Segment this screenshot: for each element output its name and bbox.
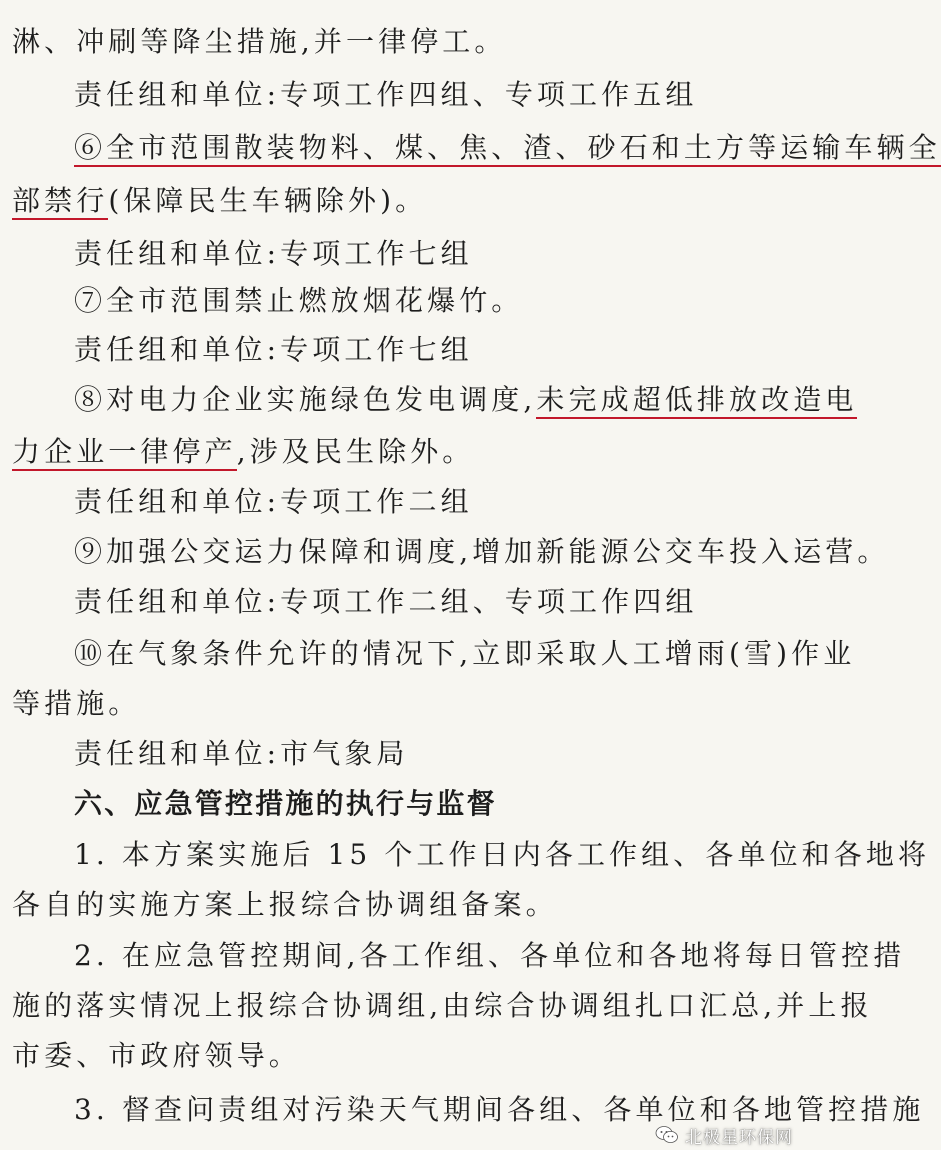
responsibility-line: 责任组和单位:专项工作四组、专项工作五组 (74, 78, 698, 111)
measure-10-line: ⑩在气象条件允许的情况下,立即采取人工增雨(雪)作业 (74, 637, 856, 670)
measure-9-line: ⑨加强公交运力保障和调度,增加新能源公交车投入运营。 (74, 535, 890, 568)
paragraph-1-line: 1. 本方案实施后 15 个工作日内各工作组、各单位和各地将 (74, 838, 931, 871)
underlined-text: ⑥全市范围散装物料、煤、焦、渣、砂石和土方等运输车辆全 (74, 131, 941, 167)
paragraph-1-continuation: 各自的实施方案上报综合协调组备案。 (12, 888, 558, 921)
measure-10-continuation: 等措施。 (12, 687, 141, 720)
responsibility-line: 责任组和单位:市气象局 (74, 737, 409, 770)
measure-8-continuation: 力企业一律停产,涉及民生除外。 (12, 432, 474, 472)
responsibility-line: 责任组和单位:专项工作二组、专项工作四组 (74, 585, 698, 618)
watermark (655, 1120, 793, 1150)
responsibility-line: 责任组和单位:专项工作七组 (74, 237, 473, 270)
underlined-text: 未完成超低排放改造电 (536, 383, 857, 419)
wechat-icon (655, 1125, 679, 1145)
measure-7-line: ⑦全市范围禁止燃放烟花爆竹。 (74, 284, 524, 317)
watermark-label: 北极星环保网 (685, 1127, 793, 1148)
responsibility-line: 责任组和单位:专项工作二组 (74, 485, 473, 518)
text-line: 淋、冲刷等降尘措施,并一律停工。 (12, 25, 507, 58)
underlined-text: 力企业一律停产 (12, 435, 237, 471)
paragraph-2-continuation: 市委、市政府领导。 (12, 1039, 301, 1072)
section-heading: 六、应急管控措施的执行与监督 (74, 787, 497, 820)
measure-6-line (74, 128, 941, 168)
paragraph-2-continuation: 施的落实情况上报综合协调组,由综合协调组扎口汇总,并上报 (12, 989, 873, 1022)
responsibility-line: 责任组和单位:专项工作七组 (74, 333, 473, 366)
underlined-text: 部禁行 (12, 184, 108, 220)
measure-8-line: ⑧对电力企业实施绿色发电调度,未完成超低排放改造电 (74, 380, 857, 420)
paragraph-3-line: 3. 督查问责组对污染天气期间各组、各单位和各地管控措施 (74, 1093, 925, 1126)
paragraph-2-line: 2. 在应急管控期间,各工作组、各单位和各地将每日管控措 (74, 939, 906, 972)
measure-6-continuation: 部禁行(保障民生车辆除外)。 (12, 181, 427, 221)
